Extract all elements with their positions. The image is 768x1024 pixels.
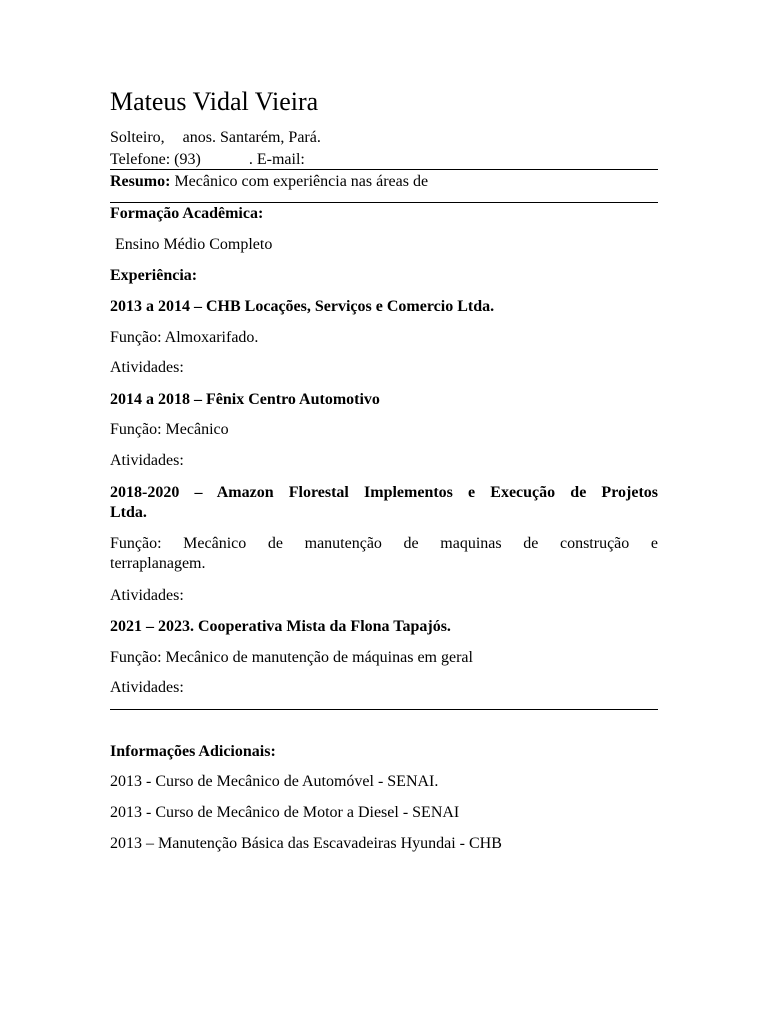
job-role: Função: Mecânico de manutenção de máquinas em geral [110, 649, 473, 666]
additional-heading [110, 742, 276, 762]
job-role: Função: Almoxarifado. [110, 329, 259, 346]
job-title-text-continued: Ltda. [110, 504, 147, 521]
job-title [110, 297, 494, 317]
contact-line [110, 150, 305, 170]
additional-heading-text: Informações Adicionais: [110, 743, 276, 760]
education-item: Ensino Médio Completo [115, 236, 273, 253]
summary-divider [110, 202, 658, 203]
job-role: Função: Mecânico de manutenção de maquinas de construção e [110, 535, 658, 552]
job-title [110, 390, 380, 410]
job-activities: Atividades: [110, 452, 184, 469]
age-location: anos. Santarém, Pará. [182, 129, 321, 146]
experience-heading-text: Experiência: [110, 267, 198, 284]
job-title-text: 2021 – 2023. Cooperativa Mista da Flona Tapajós. [110, 618, 451, 635]
job-title-continued [110, 503, 147, 523]
phone-label: Telefone: (93) [110, 151, 201, 168]
email-label: . E-mail: [248, 151, 305, 168]
education-heading [110, 204, 263, 224]
experience-divider [110, 709, 658, 710]
summary-line [110, 172, 428, 192]
experience-heading [110, 266, 197, 286]
additional-item: 2013 – Manutenção Básica das Escavadeiras Hyundai - CHB [110, 835, 502, 852]
summary-text: Mecânico com experiência nas áreas de [170, 173, 429, 190]
job-title-text: 2014 a 2018 – Fênix Centro Automotivo [110, 391, 380, 408]
summary-label: Resumo: [110, 173, 171, 190]
job-role: Função: Mecânico [110, 421, 229, 438]
job-activities: Atividades: [110, 679, 184, 696]
job-activities: Atividades: [110, 587, 184, 604]
job-title-text: 2013 a 2014 – CHB Locações, Serviços e Comercio Ltda. [110, 298, 495, 315]
job-title-text: 2018-2020 – Amazon Florestal Implementos e Execução de Projetos [110, 484, 658, 501]
job-role-continued: terraplanagem. [110, 555, 206, 572]
job-title [110, 617, 451, 637]
job-title [110, 483, 658, 503]
candidate-name: Mateus Vidal Vieira [110, 87, 319, 116]
additional-item: 2013 - Curso de Mecânico de Motor a Diesel - SENAI [110, 804, 460, 821]
additional-item: 2013 - Curso de Mecânico de Automóvel - SENAI. [110, 773, 439, 790]
marital-status: Solteiro, [110, 129, 165, 146]
job-activities: Atividades: [110, 359, 184, 376]
education-heading-text: Formação Acadêmica: [110, 205, 264, 222]
header-divider [110, 169, 658, 170]
personal-info-line [110, 128, 321, 148]
